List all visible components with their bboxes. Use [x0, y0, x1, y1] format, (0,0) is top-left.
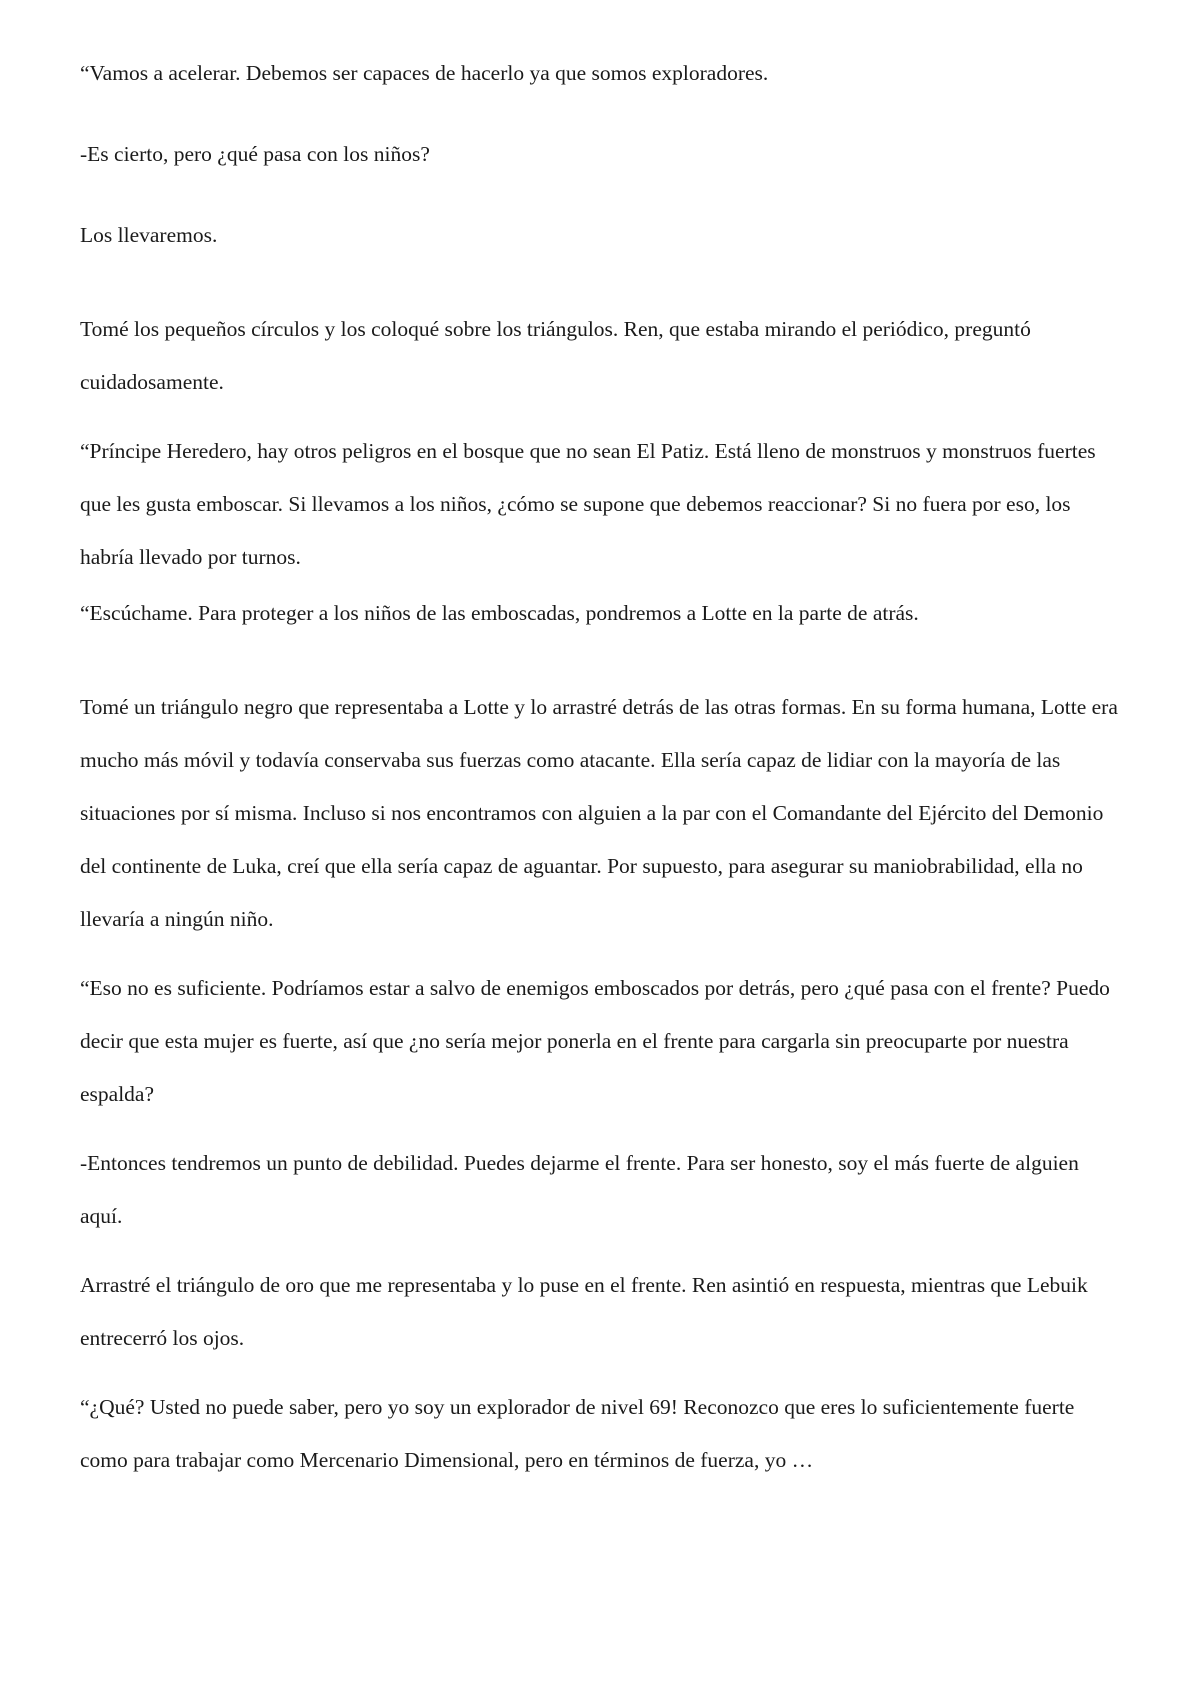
- paragraph-5: “Príncipe Heredero, hay otros peligros en el bosque que no sean El Patiz. Está lleno de monstruos y monstruos fuertes que les gusta emboscar. Si llevamos a los niños, ¿cómo se supone que debemos reaccionar? Si no fuera por eso, los habría llevado por turnos.: [80, 439, 1096, 569]
- document-body: [80, 60, 1120, 1503]
- paragraph-7: Tomé un triángulo negro que representaba a Lotte y lo arrastré detrás de las otras formas. En su forma humana, Lotte era mucho más móvil y todavía conservaba sus fuerzas como atacante. Ella sería capaz de lidiar con la mayoría de las situaciones por sí misma. Incluso si nos encontramos con alguien a la par con el Comandante del Ejército del Demonio del continente de Luka, creí que ella sería capaz de aguantar. Por supuesto, para asegurar su maniobrabilidad, ella no llevaría a ningún niño.: [80, 695, 1118, 931]
- paragraph-4: Tomé los pequeños círculos y los coloqué sobre los triángulos. Ren, que estaba mirando el periódico, preguntó cuidadosamente.: [80, 317, 1031, 394]
- paragraph-9: -Entonces tendremos un punto de debilidad. Puedes dejarme el frente. Para ser honesto, soy el más fuerte de alguien aquí.: [80, 1151, 1079, 1228]
- paragraph-3: Los llevaremos.: [80, 223, 218, 247]
- paragraph-10: Arrastré el triángulo de oro que me representaba y lo puse en el frente. Ren asintió en respuesta, mientras que Lebuik entrecerró los ojos.: [80, 1273, 1088, 1350]
- paragraph-6: “Escúchame. Para proteger a los niños de las emboscadas, pondremos a Lotte en la parte de atrás.: [80, 601, 919, 625]
- paragraph-2: -Es cierto, pero ¿qué pasa con los niños?: [80, 142, 430, 166]
- paragraph-8: “Eso no es suficiente. Podríamos estar a salvo de enemigos emboscados por detrás, pero ¿qué pasa con el frente? Puedo decir que esta mujer es fuerte, así que ¿no sería mejor ponerla en el frente para cargarla sin preocuparte por nuestra espalda?: [80, 976, 1110, 1106]
- paragraph-11: “¿Qué? Usted no puede saber, pero yo soy un explorador de nivel 69! Reconozco que eres lo suficientemente fuerte como para trabajar como Mercenario Dimensional, pero en términos de fuerza, yo …: [80, 1395, 1075, 1472]
- paragraph-1: “Vamos a acelerar. Debemos ser capaces de hacerlo ya que somos exploradores.: [80, 61, 769, 85]
